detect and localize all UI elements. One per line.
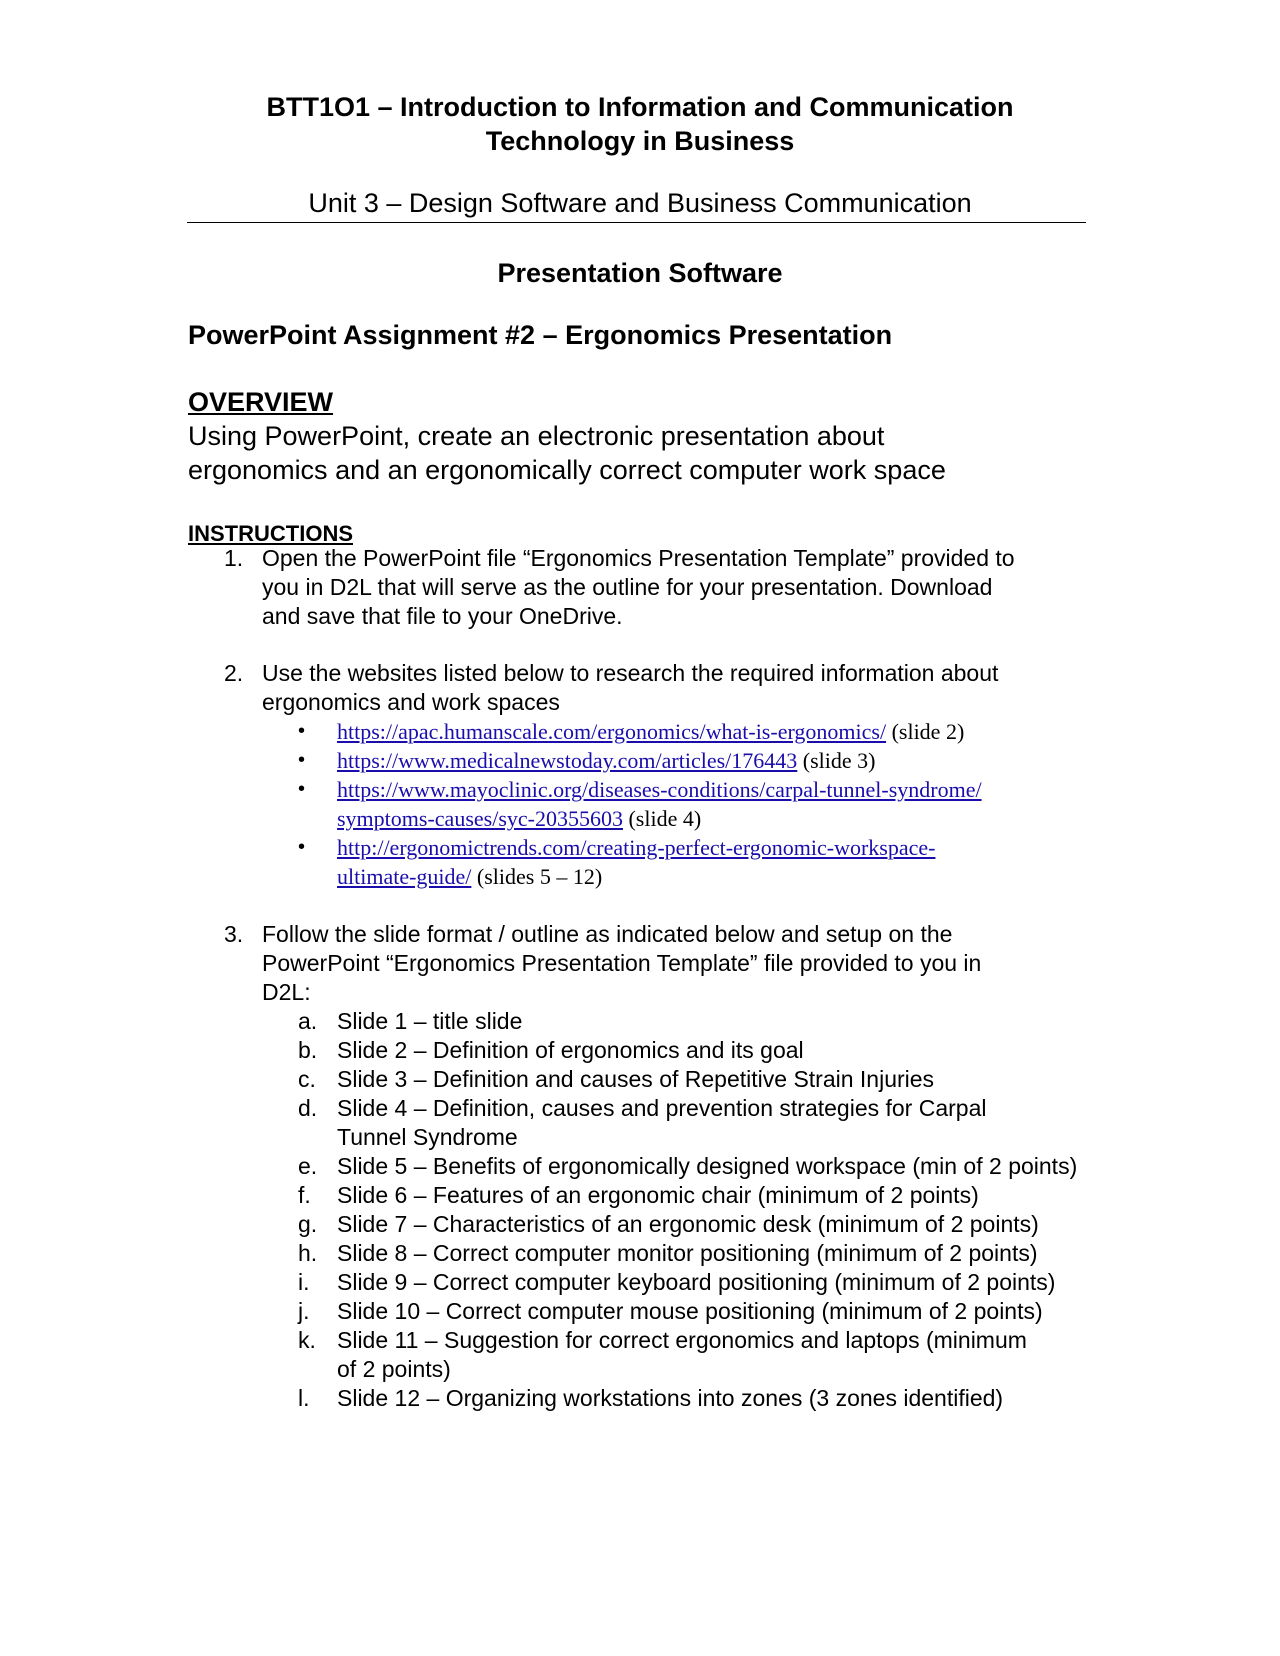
step-3-text	[262, 920, 981, 1007]
section-title: Presentation Software	[497, 258, 783, 288]
assignment-title: PowerPoint Assignment #2 – Ergonomics Presentation	[188, 320, 893, 350]
instructions-heading: INSTRUCTIONS	[188, 521, 353, 546]
course-title-line-2: Technology in Business	[485, 126, 795, 156]
overview-heading: OVERVIEW	[188, 387, 334, 417]
step-2-text	[262, 659, 998, 717]
step-number: 1.	[224, 545, 244, 571]
course-title-line-1: BTT1O1 – Introduction to Information and Communication	[266, 92, 1014, 122]
slide-letter: h.	[298, 1240, 318, 1266]
step-1-line: Open the PowerPoint file “Ergonomics Presentation Template” provided to	[262, 545, 1015, 571]
slide-outline-line: Slide 4 – Definition, causes and prevention strategies for Carpal	[337, 1095, 987, 1121]
slide-letter: k.	[298, 1327, 316, 1353]
resource-link-item	[337, 775, 982, 833]
step-1-line: you in D2L that will serve as the outline for your presentation. Download	[262, 574, 993, 600]
course-title	[0, 90, 1280, 158]
slide-outline-item: Slide 10 – Correct computer mouse positioning (minimum of 2 points)	[337, 1298, 1043, 1324]
slide-outline-item: Slide 5 – Benefits of ergonomically designed workspace (min of 2 points)	[337, 1153, 1078, 1179]
slide-outline-item	[337, 1326, 1027, 1384]
step-number: 3.	[224, 921, 244, 947]
step-3-line: Follow the slide format / outline as indicated below and setup on the	[262, 921, 953, 947]
slide-outline-item: Slide 3 – Definition and causes of Repetitive Strain Injuries	[337, 1066, 935, 1092]
step-3-line: D2L:	[262, 979, 311, 1005]
slide-reference: (slide 3)	[797, 748, 876, 773]
unit-title: Unit 3 – Design Software and Business Communication	[308, 188, 972, 218]
step-2-line: Use the websites listed below to research the required information about	[262, 660, 999, 686]
slide-outline-item: Slide 1 – title slide	[337, 1008, 523, 1034]
slide-letter: a.	[298, 1008, 318, 1034]
resource-link-item	[337, 833, 935, 891]
slide-letter: i.	[298, 1269, 310, 1295]
resource-link[interactable]: https://apac.humanscale.com/ergonomics/what-is-ergonomics/	[337, 719, 887, 744]
bullet-icon: •	[298, 778, 306, 800]
slide-letter: e.	[298, 1153, 318, 1179]
overview-line-1: Using PowerPoint, create an electronic presentation about	[188, 421, 885, 451]
step-1-line: and save that file to your OneDrive.	[262, 603, 623, 629]
resource-link[interactable]: https://www.mayoclinic.org/diseases-conditions/carpal-tunnel-syndrome/	[337, 777, 982, 802]
slide-outline-item: Slide 6 – Features of an ergonomic chair (minimum of 2 points)	[337, 1182, 979, 1208]
slide-outline-item: Slide 9 – Correct computer keyboard positioning (minimum of 2 points)	[337, 1269, 1056, 1295]
slide-reference: (slide 2)	[886, 719, 965, 744]
resource-link[interactable]: symptoms-causes/syc-20355603	[337, 806, 623, 831]
resource-link[interactable]: https://www.medicalnewstoday.com/articles/176443	[337, 748, 798, 773]
slide-letter: d.	[298, 1095, 318, 1121]
resource-link[interactable]: ultimate-guide/	[337, 864, 472, 889]
slide-outline-item	[337, 1094, 986, 1152]
slide-reference: (slide 4)	[622, 806, 702, 831]
bullet-icon: •	[298, 836, 306, 858]
header-divider	[187, 222, 1086, 223]
slide-outline-line: Slide 11 – Suggestion for correct ergonomics and laptops (minimum	[337, 1327, 1027, 1353]
slide-letter: j.	[298, 1298, 310, 1324]
resource-link[interactable]: http://ergonomictrends.com/creating-perfect-ergonomic-workspace-	[337, 835, 936, 860]
slide-outline-item: Slide 12 – Organizing workstations into zones (3 zones identified)	[337, 1385, 1004, 1411]
overview-line-2: ergonomics and an ergonomically correct computer work space	[188, 455, 946, 485]
resource-link-item	[337, 717, 964, 746]
step-3-line: PowerPoint “Ergonomics Presentation Template” file provided to you in	[262, 950, 982, 976]
resource-link-item	[337, 746, 875, 775]
step-2-line: ergonomics and work spaces	[262, 689, 560, 715]
slide-letter: g.	[298, 1211, 318, 1237]
slide-letter: c.	[298, 1066, 316, 1092]
slide-letter: l.	[298, 1385, 310, 1411]
slide-outline-item: Slide 2 – Definition of ergonomics and its goal	[337, 1037, 804, 1063]
slide-reference: (slides 5 – 12)	[471, 864, 603, 889]
slide-outline-line: of 2 points)	[337, 1356, 451, 1382]
slide-outline-line: Tunnel Syndrome	[337, 1124, 518, 1150]
step-1-text	[262, 544, 1015, 631]
slide-outline-item: Slide 7 – Characteristics of an ergonomic desk (minimum of 2 points)	[337, 1211, 1039, 1237]
slide-outline-item: Slide 8 – Correct computer monitor positioning (minimum of 2 points)	[337, 1240, 1038, 1266]
slide-letter: f.	[298, 1182, 311, 1208]
bullet-icon: •	[298, 749, 306, 771]
bullet-icon: •	[298, 720, 306, 742]
overview-text	[188, 419, 1088, 487]
slide-letter: b.	[298, 1037, 318, 1063]
step-number: 2.	[224, 660, 244, 686]
